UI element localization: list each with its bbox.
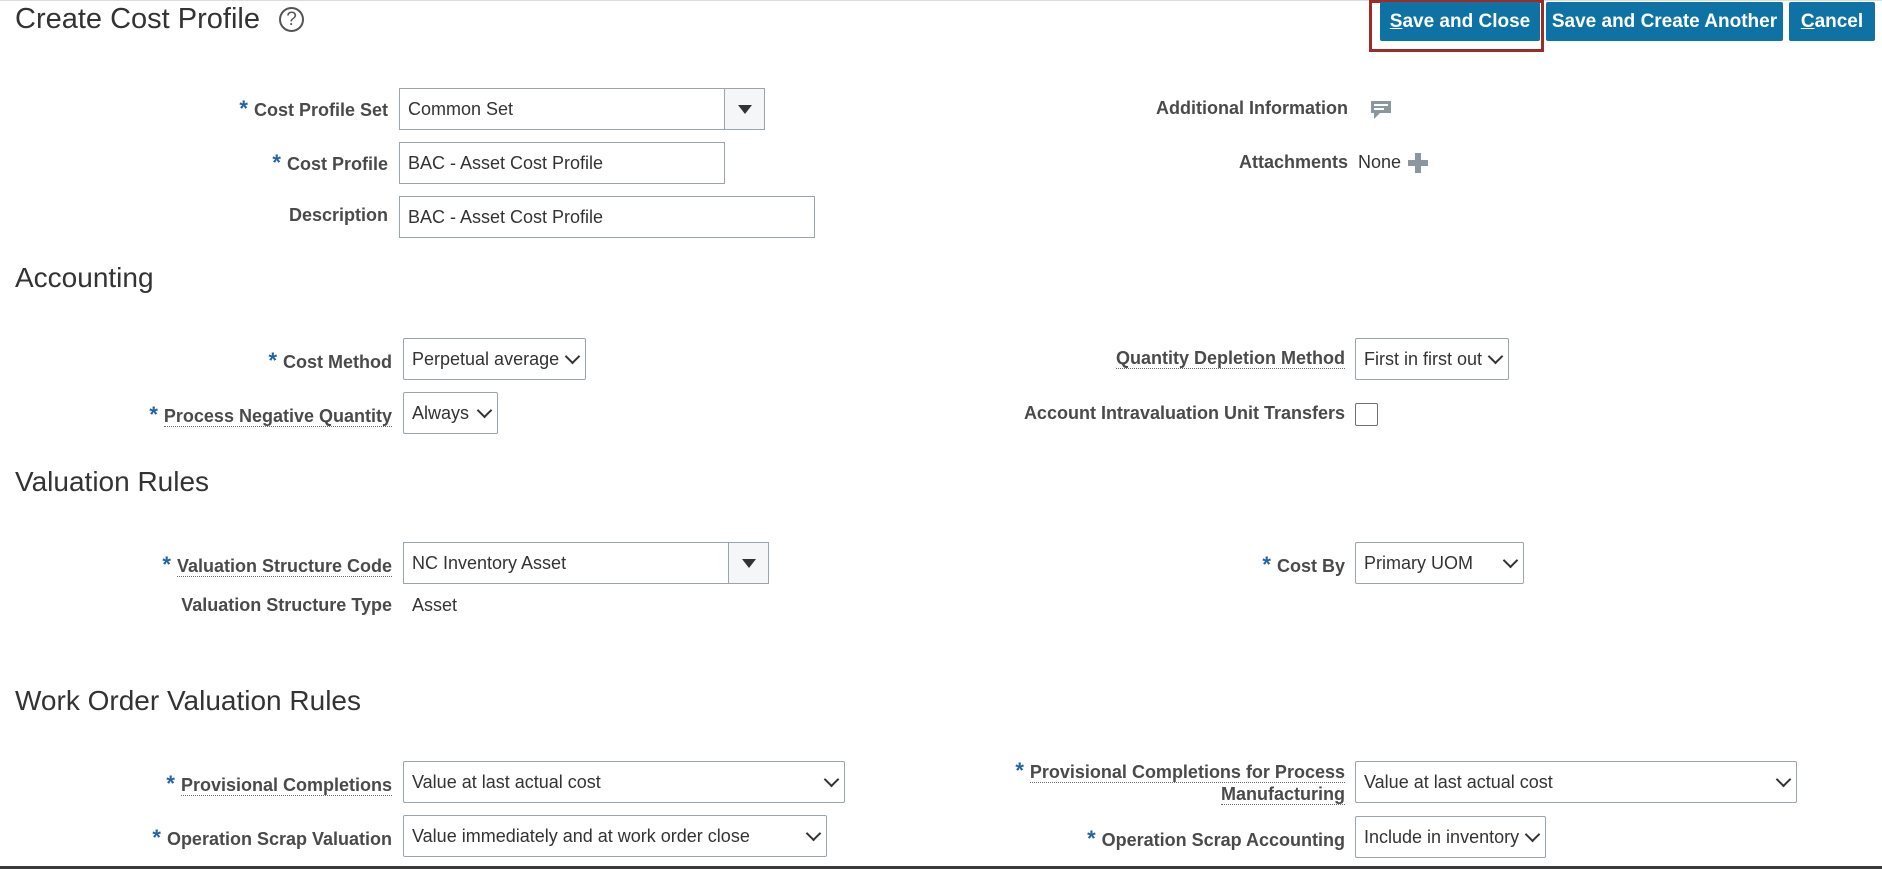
provisional-completions-label: * Provisional Completions bbox=[166, 771, 392, 796]
operation-scrap-valuation-label: * Operation Scrap Valuation bbox=[152, 825, 392, 850]
plus-icon[interactable] bbox=[1407, 152, 1429, 174]
page-title: Create Cost Profile bbox=[15, 3, 260, 35]
provisional-completions-value: Value at last actual cost bbox=[412, 772, 601, 792]
top-border bbox=[0, 0, 1882, 1]
cost-method-value: Perpetual average bbox=[412, 349, 560, 369]
cost-method-label: * Cost Method bbox=[268, 348, 392, 373]
valuation-rules-section-title: Valuation Rules bbox=[15, 466, 210, 497]
cost-by-select[interactable] bbox=[1355, 542, 1524, 584]
provisional-completions-select[interactable] bbox=[403, 761, 845, 803]
cancel-accesskey: C bbox=[1800, 11, 1815, 32]
cancel-label: ancel bbox=[1814, 11, 1864, 32]
quantity-depletion-method-value: First in first out bbox=[1364, 349, 1483, 369]
cost-by-label: * Cost By bbox=[1262, 552, 1345, 577]
attachments-label: Attachments bbox=[1238, 152, 1348, 172]
save-and-close-button[interactable] bbox=[1380, 2, 1540, 41]
cancel-button[interactable] bbox=[1789, 2, 1875, 41]
valuation-structure-code-label: * Valuation Structure Code bbox=[162, 552, 392, 577]
valuation-structure-code-value: NC Inventory Asset bbox=[412, 553, 567, 573]
chevron-down-icon bbox=[738, 105, 752, 114]
save-and-create-another-button[interactable]: Save and Create Another bbox=[1546, 2, 1783, 41]
chevron-down-icon bbox=[1503, 553, 1519, 569]
provisional-completions-process-value: Value at last actual cost bbox=[1364, 772, 1553, 792]
operation-scrap-valuation-select[interactable] bbox=[403, 815, 827, 857]
account-intravaluation-checkbox[interactable] bbox=[1355, 403, 1378, 426]
chevron-down-icon bbox=[806, 826, 822, 842]
process-negative-quantity-label: * Process Negative Quantity bbox=[149, 402, 392, 427]
comment-icon[interactable] bbox=[1370, 100, 1392, 120]
description-value: BAC - Asset Cost Profile bbox=[408, 207, 604, 227]
additional-information-label: Additional Information bbox=[1156, 98, 1348, 118]
attachments-value: None bbox=[1358, 152, 1402, 172]
save-and-close-accesskey: S bbox=[1389, 11, 1403, 32]
cost-by-value: Primary UOM bbox=[1364, 553, 1473, 573]
operation-scrap-accounting-value: Include in inventory bbox=[1364, 827, 1520, 847]
account-intravaluation-label: Account Intravaluation Unit Transfers bbox=[1023, 403, 1345, 423]
save-and-close-label: ave and Close bbox=[1402, 11, 1531, 32]
cost-profile-input[interactable] bbox=[399, 142, 725, 184]
chevron-down-icon bbox=[824, 772, 840, 788]
chevron-down-icon bbox=[1488, 349, 1504, 365]
cost-method-select[interactable] bbox=[403, 338, 586, 380]
accounting-section-title: Accounting bbox=[15, 262, 154, 293]
provisional-completions-process-select[interactable] bbox=[1355, 761, 1797, 803]
chevron-down-icon bbox=[742, 559, 756, 568]
chevron-down-icon bbox=[1776, 772, 1792, 788]
provisional-completions-process-label: * Provisional Completions for Process Manufacturing bbox=[1015, 758, 1345, 804]
chevron-down-icon bbox=[1525, 827, 1541, 843]
quantity-depletion-method-select[interactable] bbox=[1355, 338, 1509, 380]
valuation-structure-code-combobox[interactable] bbox=[403, 542, 769, 584]
description-input[interactable] bbox=[399, 196, 815, 238]
cost-profile-value: BAC - Asset Cost Profile bbox=[408, 153, 604, 173]
valuation-structure-type-value: Asset bbox=[412, 595, 458, 615]
chevron-down-icon bbox=[477, 403, 493, 419]
valuation-structure-type-label: Valuation Structure Type bbox=[181, 595, 392, 615]
chevron-down-icon bbox=[565, 349, 581, 365]
operation-scrap-accounting-select[interactable] bbox=[1355, 816, 1546, 858]
work-order-valuation-rules-section-title: Work Order Valuation Rules bbox=[15, 685, 361, 716]
question-circle-icon[interactable]: ? bbox=[279, 7, 304, 32]
cost-profile-set-combobox[interactable] bbox=[399, 88, 765, 130]
operation-scrap-accounting-label: * Operation Scrap Accounting bbox=[1087, 826, 1345, 851]
cost-profile-label: * Cost Profile bbox=[272, 150, 388, 175]
process-negative-quantity-select[interactable] bbox=[403, 392, 498, 434]
process-negative-quantity-value: Always bbox=[412, 403, 470, 423]
operation-scrap-valuation-value: Value immediately and at work order close bbox=[412, 826, 750, 846]
cost-profile-set-dropdown-button[interactable] bbox=[724, 89, 764, 129]
valuation-structure-code-dropdown-button[interactable] bbox=[728, 543, 768, 583]
quantity-depletion-method-label: Quantity Depletion Method bbox=[1116, 348, 1345, 368]
description-label: Description bbox=[288, 205, 388, 225]
cost-profile-set-label: * Cost Profile Set bbox=[239, 96, 388, 121]
cost-profile-set-value: Common Set bbox=[408, 99, 514, 119]
